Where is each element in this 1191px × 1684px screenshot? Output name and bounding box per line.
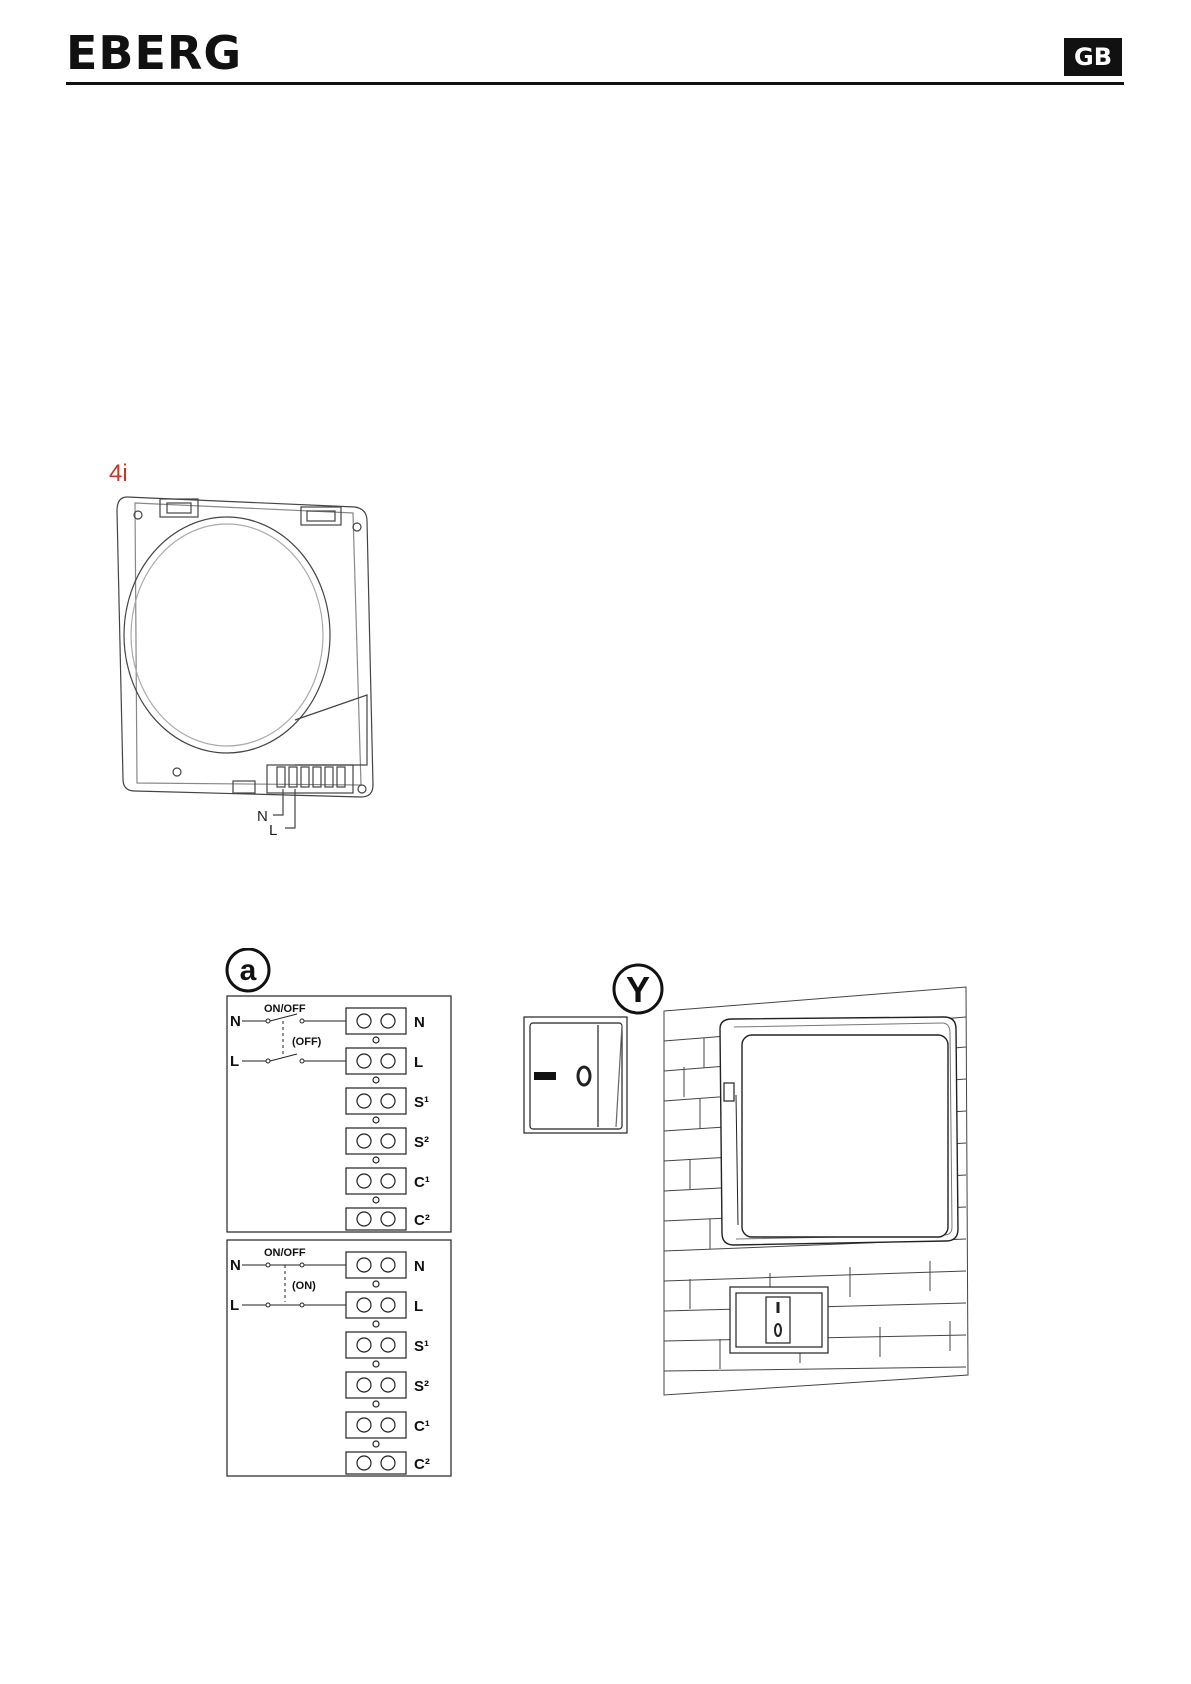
terminal-l: L [414, 1054, 424, 1071]
wiring-diagram-off [227, 996, 451, 1232]
header-divider [66, 82, 1124, 85]
switch-label: ON/OFF [264, 1003, 306, 1015]
switch-state: (OFF) [292, 1036, 322, 1048]
terminal-label-l: L [269, 822, 278, 839]
terminal-s2: S² [414, 1134, 429, 1151]
terminal-c2: C² [414, 1212, 430, 1229]
wall-rocker-switch [730, 1287, 828, 1353]
figure-4i [105, 455, 425, 855]
terminal-n: N [414, 1258, 425, 1275]
switch-state: (ON) [292, 1280, 316, 1292]
terminal-s1: S¹ [414, 1338, 429, 1355]
terminal-s1: S¹ [414, 1094, 429, 1111]
language-badge: GB [1064, 38, 1122, 76]
terminal-block-on [346, 1252, 406, 1474]
terminal-l: L [414, 1298, 424, 1315]
figure-a-label: a [239, 954, 257, 987]
line-label-l: L [230, 1297, 240, 1314]
terminal-block-off [346, 1008, 406, 1230]
figure-a [222, 948, 462, 1488]
wiring-diagram-on [227, 1240, 451, 1476]
figure-4i-label: 4i [109, 460, 128, 487]
terminal-c2: C² [414, 1456, 430, 1473]
rocker-switch-closeup [524, 1017, 627, 1133]
line-label-l: L [230, 1053, 240, 1070]
terminal-label-n: N [257, 808, 268, 825]
terminal-s2: S² [414, 1378, 429, 1395]
line-label-n: N [230, 1257, 241, 1274]
figure-y [520, 955, 980, 1425]
brand-logo: EBERG [66, 26, 243, 80]
terminal-n: N [414, 1014, 425, 1031]
line-label-n: N [230, 1013, 241, 1030]
terminal-c1: C¹ [414, 1418, 430, 1435]
figure-y-label: Y [625, 969, 651, 1010]
switch-label: ON/OFF [264, 1247, 306, 1259]
terminal-c1: C¹ [414, 1174, 430, 1191]
back-plate-drawing [117, 497, 373, 828]
fan-unit [720, 1017, 958, 1245]
